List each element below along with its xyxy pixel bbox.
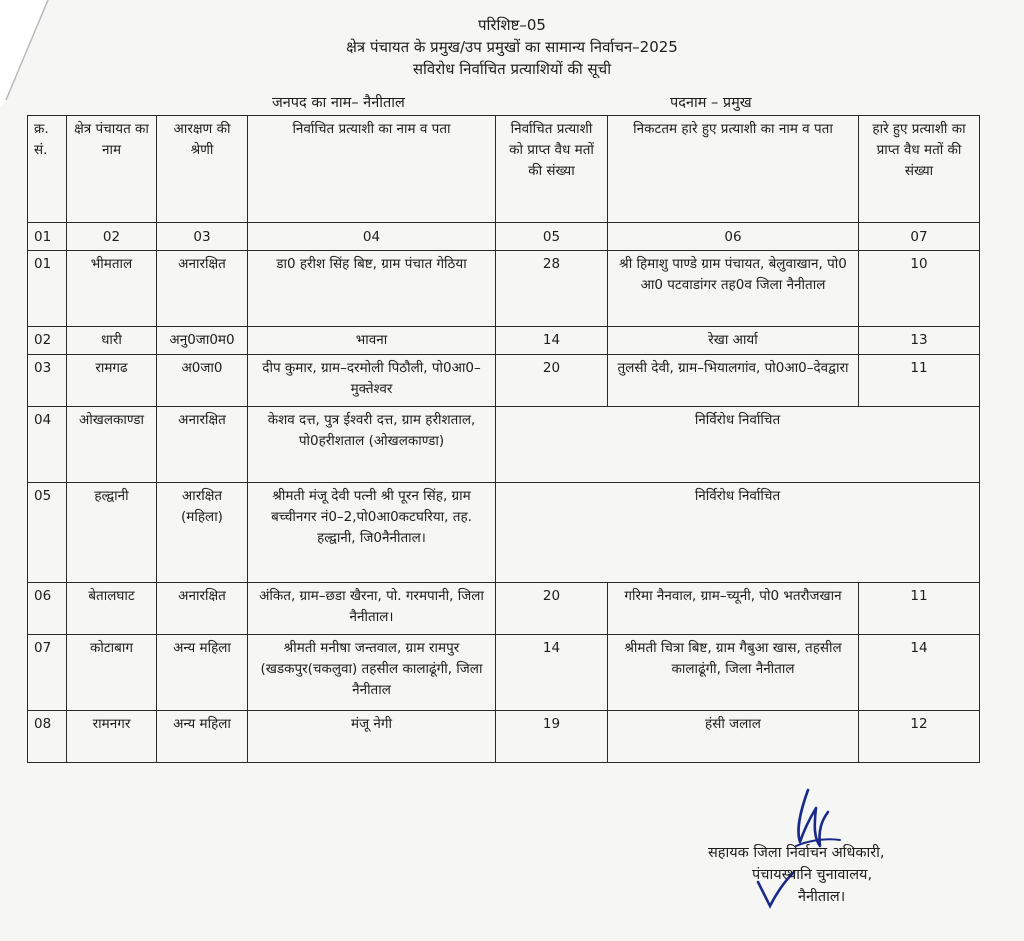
column-number: 03 bbox=[157, 223, 248, 251]
column-header-reservation: आरक्षण की श्रेणी bbox=[157, 116, 248, 223]
row-runner-up: श्रीमती चित्रा बिष्ट, ग्राम गैबुआ खास, तहसील कालाढूंगी, जिला नैनीताल bbox=[608, 635, 859, 711]
row-unopposed: निर्विरोध निर्वाचित bbox=[496, 483, 980, 583]
row-elected: डा0 हरीश सिंह बिष्ट, ग्राम पंचात गेठिया bbox=[248, 251, 496, 327]
row-sn: 04 bbox=[28, 407, 67, 483]
appendix-label: परिशिष्ट–05 bbox=[478, 16, 546, 34]
row-elected-votes: 20 bbox=[496, 583, 608, 635]
table-row bbox=[28, 483, 980, 583]
table-row bbox=[28, 635, 980, 711]
column-header-elected: निर्वाचित प्रत्याशी का नाम व पता bbox=[248, 116, 496, 223]
row-reservation: अन्य महिला bbox=[157, 635, 248, 711]
row-sn: 05 bbox=[28, 483, 67, 583]
column-number: 05 bbox=[496, 223, 608, 251]
column-number: 07 bbox=[859, 223, 980, 251]
row-unopposed: निर्विरोध निर्वाचित bbox=[496, 407, 980, 483]
row-runner-up: गरिमा नैनवाल, ग्राम–च्यूनी, पो0 भतरौजखान bbox=[608, 583, 859, 635]
table-row bbox=[28, 251, 980, 327]
document-header bbox=[0, 14, 1024, 80]
row-reservation: अ0जा0 bbox=[157, 355, 248, 407]
row-reservation: अनु0जा0म0 bbox=[157, 327, 248, 355]
row-elected-votes: 20 bbox=[496, 355, 608, 407]
table-row bbox=[28, 711, 980, 763]
row-elected: अंकित, ग्राम–छडा खैरना, पो. गरमपानी, जिला नैनीताल। bbox=[248, 583, 496, 635]
column-number-row bbox=[28, 223, 980, 251]
table-row bbox=[28, 327, 980, 355]
row-runner-votes: 12 bbox=[859, 711, 980, 763]
row-panchayat: रामनगर bbox=[67, 711, 157, 763]
row-runner-up: श्री हिमाशु पाण्डे ग्राम पंचायत, बेलुवाखान, पो0 आ0 पटवाडांगर तह0व जिला नैनीताल bbox=[608, 251, 859, 327]
signatory-block bbox=[708, 842, 885, 908]
column-number: 01 bbox=[28, 223, 67, 251]
row-sn: 02 bbox=[28, 327, 67, 355]
row-panchayat: ओखलकाण्डा bbox=[67, 407, 157, 483]
row-panchayat: धारी bbox=[67, 327, 157, 355]
row-runner-votes: 14 bbox=[859, 635, 980, 711]
row-elected: श्रीमती मनीषा जन्तवाल, ग्राम रामपुर (खडकपुर(चकलुवा) तहसील कालाढूंगी, जिला नैनीताल bbox=[248, 635, 496, 711]
table-row bbox=[28, 583, 980, 635]
table-header-row bbox=[28, 116, 980, 223]
row-runner-votes: 11 bbox=[859, 355, 980, 407]
row-runner-votes: 11 bbox=[859, 583, 980, 635]
row-elected: भावना bbox=[248, 327, 496, 355]
row-sn: 07 bbox=[28, 635, 67, 711]
row-sn: 01 bbox=[28, 251, 67, 327]
row-reservation: आरक्षित (महिला) bbox=[157, 483, 248, 583]
row-sn: 08 bbox=[28, 711, 67, 763]
column-header-panchayat: क्षेत्र पंचायत का नाम bbox=[67, 116, 157, 223]
row-reservation: अनारक्षित bbox=[157, 407, 248, 483]
column-number: 04 bbox=[248, 223, 496, 251]
row-runner-up: रेखा आर्या bbox=[608, 327, 859, 355]
row-elected: दीप कुमार, ग्राम–दरमोली पिठौली, पो0आ0–मुक्तेश्वर bbox=[248, 355, 496, 407]
row-runner-votes: 10 bbox=[859, 251, 980, 327]
list-title: सविरोध निर्वाचित प्रत्याशियों की सूची bbox=[412, 60, 612, 78]
row-panchayat: कोटाबाग bbox=[67, 635, 157, 711]
row-sn: 06 bbox=[28, 583, 67, 635]
row-reservation: अन्य महिला bbox=[157, 711, 248, 763]
signatory-designation: सहायक जिला निर्वाचन अधिकारी, bbox=[708, 845, 885, 861]
row-elected-votes: 19 bbox=[496, 711, 608, 763]
table-row bbox=[28, 355, 980, 407]
row-elected: श्रीमती मंजू देवी पत्नी श्री पूरन सिंह, ग्राम बच्चीनगर नं0–2,पो0आ0कटघरिया, तह. हल्द्वानी, जि0नैनीताल। bbox=[248, 483, 496, 583]
post-name: पदनाम – प्रमुख bbox=[670, 95, 752, 111]
election-title: क्षेत्र पंचायत के प्रमुख/उप प्रमुखों का सामान्य निर्वाचन–2025 bbox=[346, 38, 678, 56]
row-elected-votes: 14 bbox=[496, 635, 608, 711]
table-row bbox=[28, 407, 980, 483]
election-results-table bbox=[27, 115, 980, 763]
column-header-sn: क्र. सं. bbox=[28, 116, 67, 223]
column-header-elected-votes: निर्वाचित प्रत्याशी को प्राप्त वैध मतों की संख्या bbox=[496, 116, 608, 223]
row-reservation: अनारक्षित bbox=[157, 583, 248, 635]
row-panchayat: हल्द्वानी bbox=[67, 483, 157, 583]
row-elected-votes: 28 bbox=[496, 251, 608, 327]
row-runner-up: तुलसी देवी, ग्राम–भियालगांव, पो0आ0–देवद्वारा bbox=[608, 355, 859, 407]
signatory-office: पंचायस्थानि चुनावालय, bbox=[752, 867, 873, 883]
district-name: जनपद का नाम– नैनीताल bbox=[272, 95, 405, 111]
column-number: 02 bbox=[67, 223, 157, 251]
row-elected: मंजू नेगी bbox=[248, 711, 496, 763]
column-number: 06 bbox=[608, 223, 859, 251]
row-elected: केशव दत्त, पुत्र ईश्वरी दत्त, ग्राम हरीशताल, पो0हरीशताल (ओखलकाण्डा) bbox=[248, 407, 496, 483]
row-sn: 03 bbox=[28, 355, 67, 407]
column-header-runner-votes: हारे हुए प्रत्याशी का प्राप्त वैध मतों की संख्या bbox=[859, 116, 980, 223]
row-panchayat: बेतालघाट bbox=[67, 583, 157, 635]
row-runner-up: हंसी जलाल bbox=[608, 711, 859, 763]
row-panchayat: रामगढ bbox=[67, 355, 157, 407]
column-header-runner-up: निकटतम हारे हुए प्रत्याशी का नाम व पता bbox=[608, 116, 859, 223]
row-elected-votes: 14 bbox=[496, 327, 608, 355]
row-panchayat: भीमताल bbox=[67, 251, 157, 327]
signatory-location: नैनीताल। bbox=[798, 889, 846, 905]
row-runner-votes: 13 bbox=[859, 327, 980, 355]
row-reservation: अनारक्षित bbox=[157, 251, 248, 327]
